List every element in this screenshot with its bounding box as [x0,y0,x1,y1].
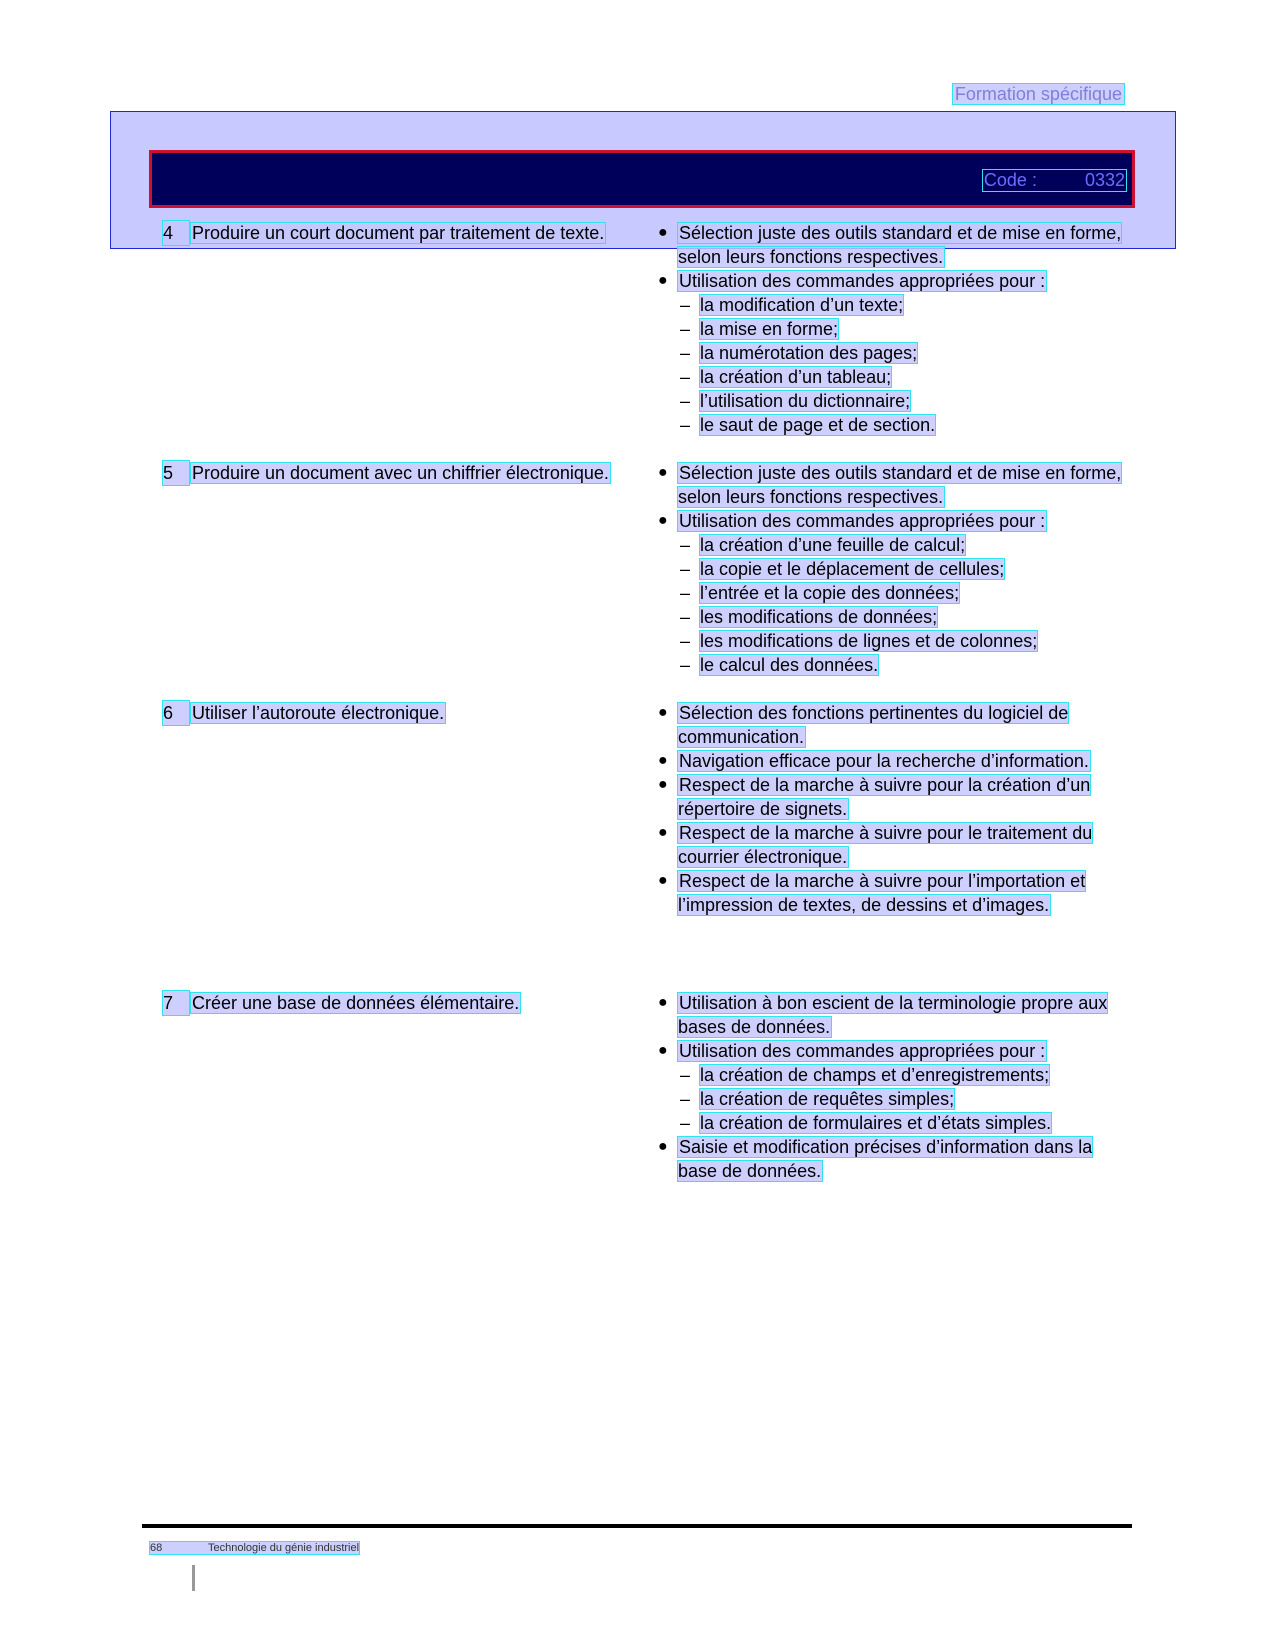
bullet-icon: ● [658,824,668,841]
sub-criterion: – la mise en forme; [680,319,839,339]
sub-criterion: – la création de formulaires et d’états simples. [680,1113,1052,1133]
dash-icon: – [680,1065,691,1085]
competency-text: Utiliser l’autoroute électronique. [192,703,445,723]
criterion: ● Respect de la marche à suivre pour l’importation et l’impression de textes, de dessins et d’images. [658,871,1086,915]
criterion: ● Sélection juste des outils standard et de mise en forme, selon leurs fonctions respectives. [658,223,1122,267]
criteria-list [655,701,1125,917]
criterion: ● Utilisation des commandes appropriées pour : [658,271,1046,291]
sub-criterion: – les modifications de lignes et de colonnes; [680,631,1038,651]
code-bar [149,150,1135,208]
dash-icon: – [680,559,691,579]
sub-criterion: – l’entrée et la copie des données; [680,583,960,603]
dash-icon: – [680,631,691,651]
dash-icon: – [680,1089,691,1109]
section-header [112,84,1124,108]
competency-number: 5 [163,461,189,485]
criterion: ● Sélection des fonctions pertinentes du logiciel de communication. [658,703,1069,747]
competency-statement [191,221,651,245]
sub-criterion: – le calcul des données. [680,655,879,675]
page-footer [150,1542,359,1554]
margin-mark [192,1565,195,1591]
dash-icon: – [680,367,691,387]
page-number: 68 [150,1542,163,1554]
sub-criterion: – la création d’un tableau; [680,367,892,387]
sub-criterion: – la modification d’un texte; [680,295,904,315]
bullet-icon: ● [658,464,668,481]
sub-criterion: – la création de requêtes simples; [680,1089,955,1109]
dash-icon: – [680,415,691,435]
section-title: Formation spécifique [954,84,1122,104]
bullet-icon: ● [658,1138,668,1155]
sub-criterion: – l’utilisation du dictionnaire; [680,391,911,411]
bullet-icon: ● [658,512,668,529]
bullet-icon: ● [658,752,668,769]
criterion: ● Utilisation des commandes appropriées pour : [658,511,1046,531]
dash-icon: – [680,655,691,675]
criterion: ● Navigation efficace pour la recherche d’information. [658,751,1089,771]
bullet-icon: ● [658,1042,668,1059]
criterion: ● Sélection juste des outils standard et de mise en forme, selon leurs fonctions respectives. [658,463,1122,507]
sub-criterion: – la création de champs et d’enregistrements; [680,1065,1050,1085]
dash-icon: – [680,583,691,603]
dash-icon: – [680,295,691,315]
footer-rule [142,1524,1132,1528]
competency-text: Produire un document avec un chiffrier électronique. [192,463,609,483]
bullet-icon: ● [658,994,668,1011]
bullet-icon: ● [658,272,668,289]
competency-number: 4 [163,221,189,245]
competency-text: Créer une base de données élémentaire. [192,993,520,1013]
competency-statement [191,701,651,725]
sub-criterion: – la création d’une feuille de calcul; [680,535,966,555]
bullet-icon: ● [658,872,668,889]
competency-statement [191,461,651,485]
criteria-list [655,991,1125,1183]
criterion: ● Utilisation des commandes appropriées pour : [658,1041,1046,1061]
sub-criterion: – la copie et le déplacement de cellules; [680,559,1005,579]
competency-number: 7 [163,991,189,1015]
dash-icon: – [680,319,691,339]
criteria-list [655,461,1125,677]
competency-statement [191,991,651,1015]
course-code [983,170,1126,191]
code-value: 0332 [1084,170,1125,190]
sub-criterion: – les modifications de données; [680,607,938,627]
program-name: Technologie du génie industriel [208,1542,360,1554]
criterion: ● Respect de la marche à suivre pour la création d’un répertoire de signets. [658,775,1091,819]
criterion: ● Utilisation à bon escient de la terminologie propre aux bases de données. [658,993,1108,1037]
competency-text: Produire un court document par traitement de texte. [192,223,605,243]
code-label: Code : [983,170,1037,190]
bullet-icon: ● [658,224,668,241]
sub-criterion: – le saut de page et de section. [680,415,936,435]
bullet-icon: ● [658,776,668,793]
criterion: ● Saisie et modification précises d’information dans la base de données. [658,1137,1093,1181]
dash-icon: – [680,391,691,411]
competency-number: 6 [163,701,189,725]
dash-icon: – [680,1113,691,1133]
criteria-list [655,221,1125,437]
sub-criterion: – la numérotation des pages; [680,343,918,363]
dash-icon: – [680,535,691,555]
bullet-icon: ● [658,704,668,721]
dash-icon: – [680,343,691,363]
dash-icon: – [680,607,691,627]
criterion: ● Respect de la marche à suivre pour le traitement du courrier électronique. [658,823,1093,867]
